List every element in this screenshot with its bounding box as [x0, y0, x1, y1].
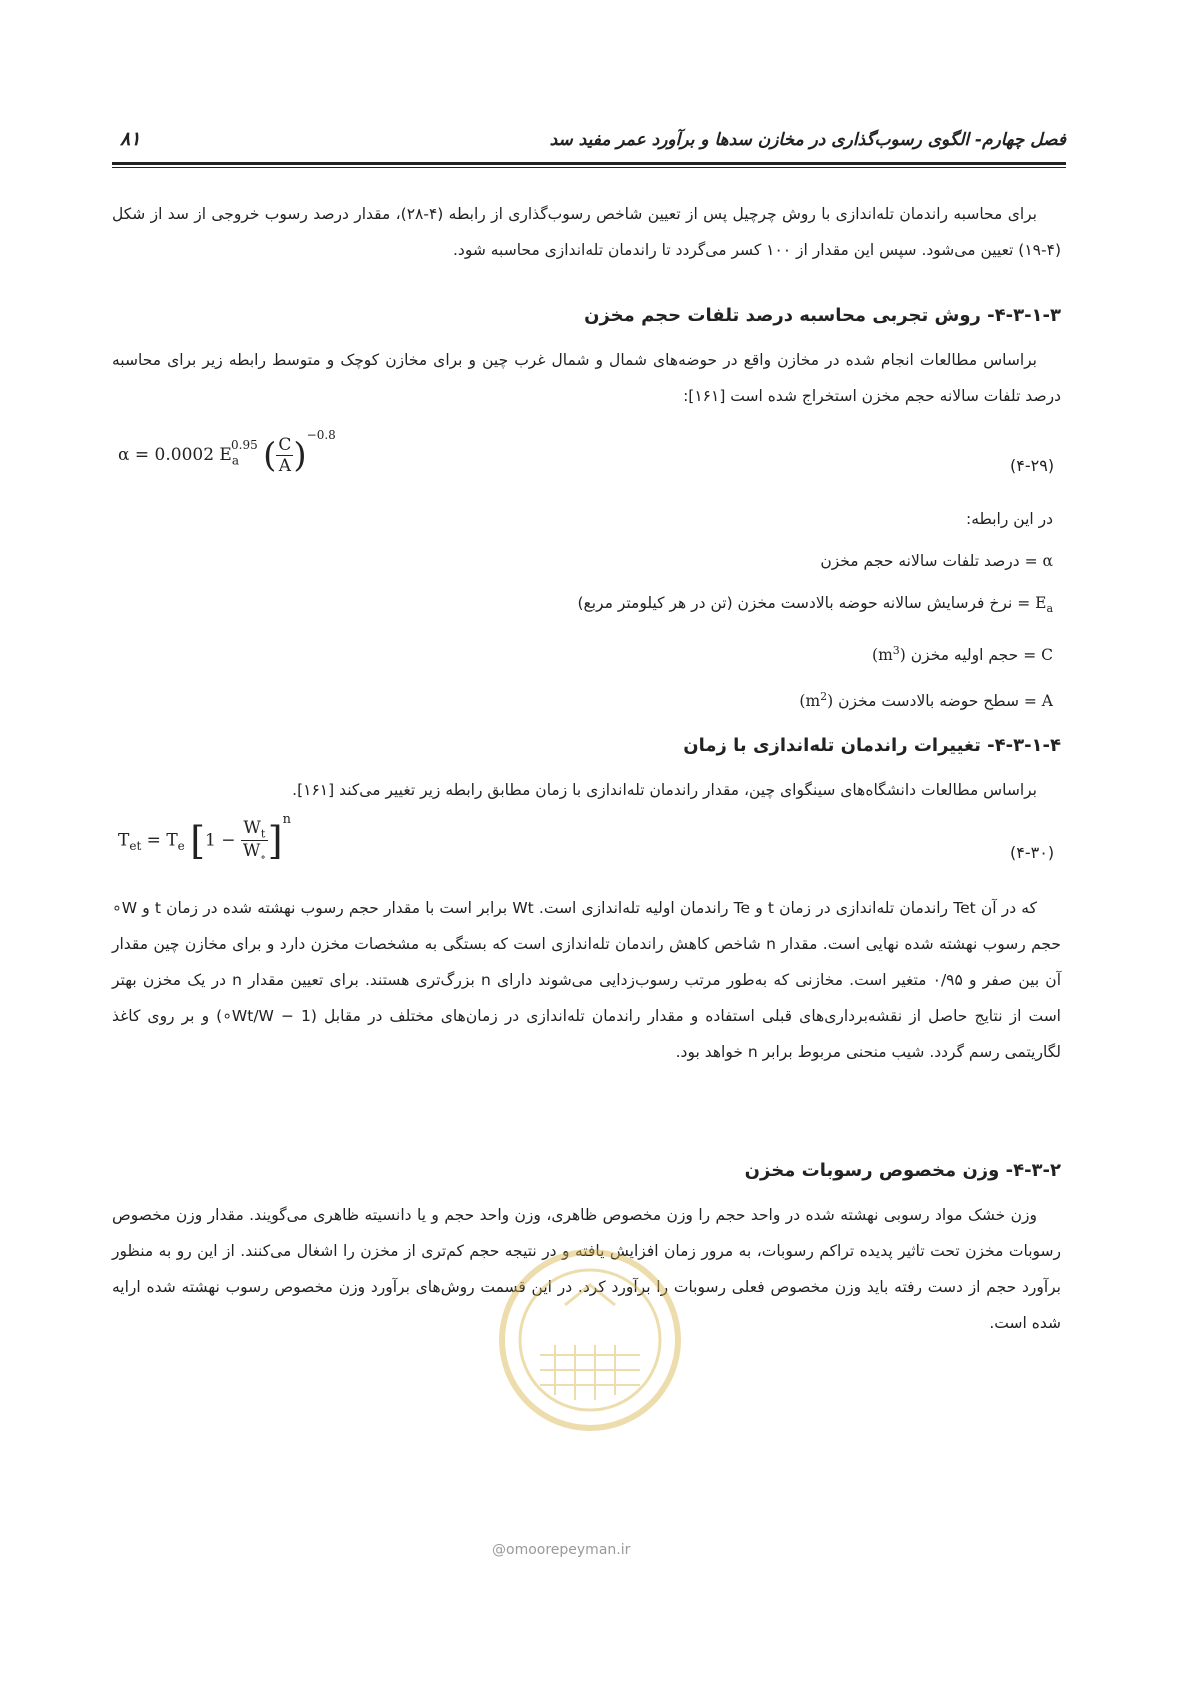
section-2-explanation: که در آن Tet راندمان تله‌اندازی در زمان t و Te راندمان اولیه تله‌اندازی است. Wt برابر است با مقدار حجم رسوب نهشته شده در زمان t و W∘ حجم رسوب نهشته شده نهایی است. مقدار n شاخص کاهش راندمان تله‌اندازی است که بستگی به مشخصات مخزن دارد و برای مخازن چین مقدار آن بین صفر و ۰/۹۵ متغیر است. مخازنی که به‌طور مرتب رسوب‌زدایی می‌شوند دارای n بزرگ‌تری هستند. برای تعیین مقدار n در یک مخزن بهتر است از نتایج حاصل از نقشه‌برداری‌های قبلی استفاده و مقدار راندمان تله‌اندازی در زمان‌های مختلف در مقابل (1 − Wt/W∘) و بر روی کاغذ لگاریتمی رسم گردد. شیب منحنی مربوط برابر n خواهد بود.: [112, 899, 1062, 1061]
equation-30: $T_{et} = T_e$ [1 − $\frac{W_t}{W_\circ}$ ]$^n$: [118, 811, 291, 864]
running-header: [112, 126, 1066, 160]
section-1-paragraph: براساس مطالعات انجام شده در مخازن واقع در حوضه‌های شمال و شمال غرب چین و برای مخازن کوچک و متوسط رابطه زیر برای محاسبه درصد تلفات سالانه حجم مخزن استخراج شده است [۱۶۱]:: [112, 351, 1061, 405]
watermark-seal-icon: [495, 1245, 685, 1435]
equation-30-number: (۴-۳۰): [1010, 843, 1055, 862]
intro-paragraph: برای محاسبه راندمان تله‌اندازی با روش چرچیل پس از تعیین شاخص رسوب‌گذاری از رابطه (۴-۲۸)، مقدار درصد رسوب خروجی از سد از شکل (۴-۱۹) تعیین می‌شود. سپس این مقدار از ۱۰۰ کسر می‌گردد تا راندمان تله‌اندازی محاسبه شود.: [112, 205, 1061, 259]
chapter-title: فصل چهارم- الگوی رسوب‌گذاری در مخازن سدها و برآورد عمر مفید سد: [549, 130, 1066, 150]
equation-29: α = 0.0002 $E_a^{0.95}$ ( $\frac{C}{A}$ )$^{-0.8}$: [118, 428, 336, 476]
watermark-url: @omoorepeyman.ir: [492, 1542, 631, 1558]
header-rule-thin: [112, 167, 1066, 168]
section-3-paragraph: وزن خشک مواد رسوبی نهشته شده در واحد حجم را وزن مخصوص ظاهری، وزن واحد حجم و یا دانسیته ظاهری می‌گویند. مقدار وزن مخصوص رسوبات مخزن تحت تاثیر پدیده تراکم رسوبات، به مرور زمان افزایش یافته و در نتیجه حجم کم‌تری از مخزن را اشغال می‌کنند. از این رو به منظور برآورد حجم از دست رفته باید وزن مخصوص فعلی رسوبات را برآورد کرد. در این قسمت روش‌های برآورد وزن مخصوص رسوب نهشته شده ارایه شده است.: [112, 1206, 1061, 1332]
definition-a: A = سطح حوضه بالادست مخزن $(m^2)$: [799, 690, 1053, 711]
page-number: ۸۱: [120, 128, 141, 150]
definition-alpha: α = درصد تلفات سالانه حجم مخزن: [820, 552, 1053, 570]
section-heading-2: ۴-۳-۱-۴- تغییرات راندمان تله‌اندازی با زمان: [683, 735, 1061, 756]
definition-ea: $E_a$ = نرخ فرسایش سالانه حوضه بالادست مخزن (تن در هر کیلومتر مربع): [577, 594, 1053, 616]
equation-29-number: (۴-۲۹): [1010, 456, 1055, 475]
section-heading-1: ۴-۳-۱-۳- روش تجربی محاسبه درصد تلفات حجم مخزن: [584, 305, 1061, 326]
header-rule-thick: [112, 162, 1066, 165]
section-2-paragraph: براساس مطالعات دانشگاه‌های سینگوای چین، مقدار راندمان تله‌اندازی با زمان مطابق رابطه زیر تغییر می‌کند [۱۶۱].: [292, 781, 1037, 799]
definition-c: C = حجم اولیه مخزن $(m^3)$: [872, 644, 1053, 665]
where-label: در این رابطه:: [965, 510, 1053, 528]
section-heading-3: ۴-۳-۲- وزن مخصوص رسوبات مخزن: [744, 1160, 1061, 1181]
definitions-list: [577, 498, 1053, 722]
